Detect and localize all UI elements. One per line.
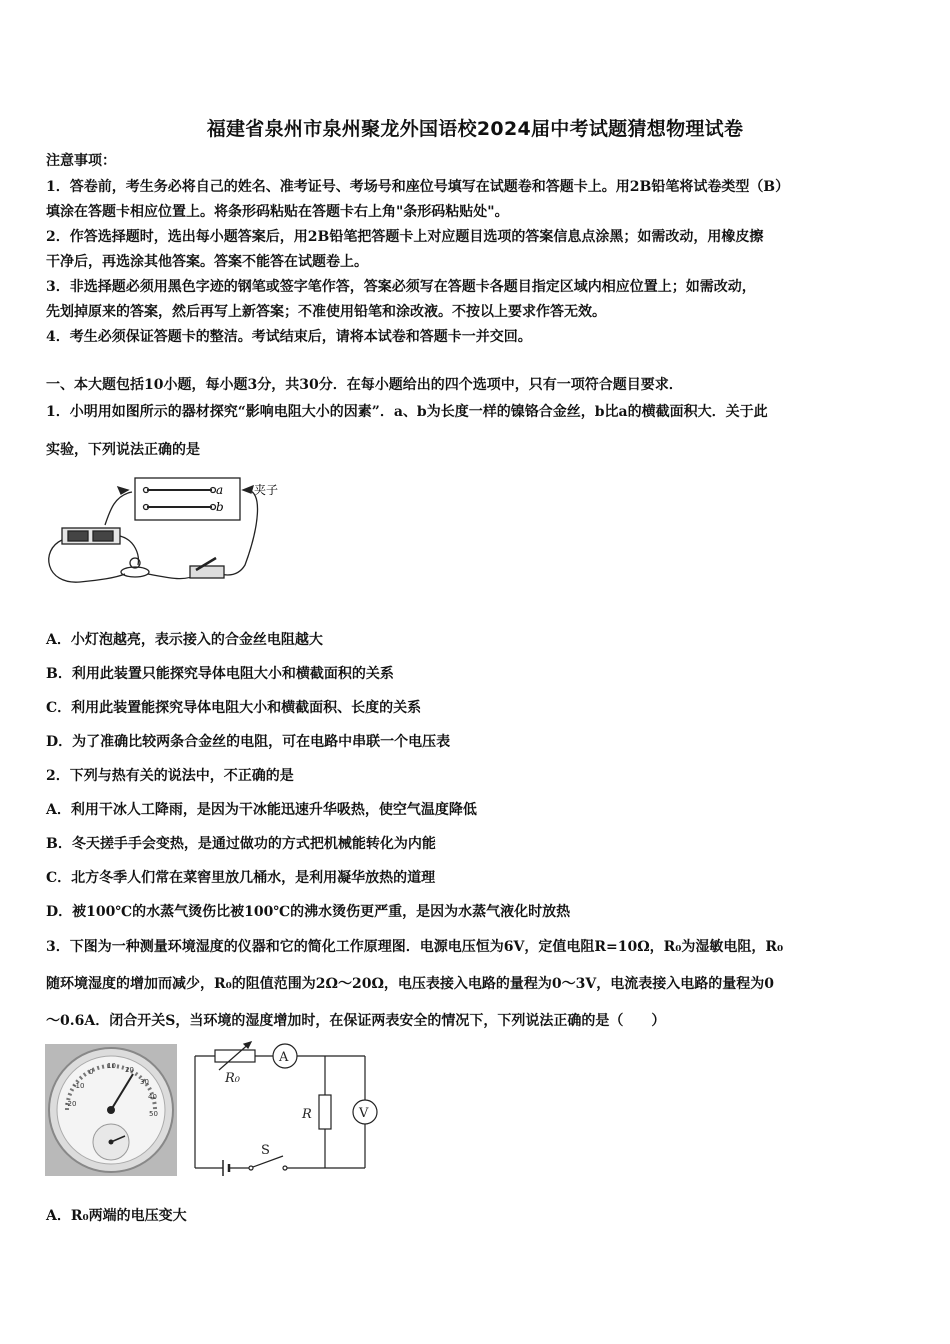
question-3-stem-cont: 随环境湿度的增加而减少，R₀的阻值范围为2Ω～20Ω，电压表接入电路的量程为0～3V，电流表接入电路的量程为0 bbox=[46, 976, 774, 992]
ammeter-label: A bbox=[279, 1050, 289, 1065]
label-a: a bbox=[216, 483, 224, 497]
q1-option-a: A．小灯泡越亮，表示接入的合金丝电阻越大 bbox=[46, 632, 323, 648]
q2-option-a: A．利用干冰人工降雨，是因为干冰能迅速升华吸热，使空气温度降低 bbox=[46, 802, 477, 818]
question-1-stem: 1．小明用如图所示的器材探究“影响电阻大小的因素”．a、b为长度一样的镍铬合金丝，b比a的横截面积大．关于此 bbox=[46, 404, 768, 420]
r0-label: R₀ bbox=[225, 1071, 240, 1086]
notice-line: 干净后，再选涂其他答案。答案不能答在试题卷上。 bbox=[46, 254, 368, 270]
question-1-stem-cont: 实验，下列说法正确的是 bbox=[46, 442, 200, 458]
notice-line: 1．答卷前，考生务必将自己的姓名、准考证号、考场号和座位号填写在试题卷和答题卡上。用2B铅笔将试卷类型（B） bbox=[46, 179, 790, 195]
section-heading: 一、本大题包括10小题，每小题3分，共30分．在每小题给出的四个选项中，只有一项符合题目要求． bbox=[46, 377, 683, 393]
question-3-stem-cont2: ～0.6A．闭合开关S，当环境的湿度增加时，在保证两表安全的情况下，下列说法正确的是（ ） bbox=[46, 1013, 666, 1029]
gauge-number: 40 bbox=[148, 1093, 157, 1101]
q3-option-a: A．R₀两端的电压变大 bbox=[46, 1208, 187, 1224]
q2-option-c: C．北方冬季人们常在菜窖里放几桶水，是利用凝华放热的道理 bbox=[46, 870, 436, 886]
q1-option-c: C．利用此装置能探究导体电阻大小和横截面积、长度的关系 bbox=[46, 700, 422, 716]
q1-option-d: D．为了准确比较两条合金丝的电阻，可在电路中串联一个电压表 bbox=[46, 734, 451, 750]
label-b: b bbox=[216, 500, 224, 514]
gauge-number: -20 bbox=[65, 1100, 77, 1108]
question-3-stem: 3．下图为一种测量环境湿度的仪器和它的简化工作原理图．电源电压恒为6V，定值电阻R=10Ω，R₀为湿敏电阻，R₀ bbox=[46, 939, 784, 955]
notice-heading: 注意事项： bbox=[46, 153, 116, 169]
q1-apparatus-figure bbox=[40, 470, 300, 595]
gauge-number: 50 bbox=[149, 1110, 158, 1118]
notice-line: 3．非选择题必须用黑色字迹的钢笔或签字笔作答，答案必须写在答题卡各题目指定区域内相应位置上；如需改动， bbox=[46, 279, 756, 295]
label-clip: 夹子 bbox=[254, 483, 279, 497]
notice-line: 4．考生必须保证答题卡的整洁。考试结束后，请将本试卷和答题卡一并交回。 bbox=[46, 329, 532, 345]
q2-option-b: B．冬天搓手手会变热，是通过做功的方式把机械能转化为内能 bbox=[46, 836, 436, 852]
voltmeter-label: V bbox=[359, 1106, 369, 1121]
page-title: 福建省泉州市泉州聚龙外国语校2024届中考试题猜想物理试卷 bbox=[206, 118, 744, 140]
hygrometer-photo bbox=[45, 1044, 177, 1176]
q3-circuit-diagram bbox=[185, 1040, 385, 1180]
notice-line: 填涂在答题卡相应位置上。将条形码粘贴在答题卡右上角"条形码粘贴处"。 bbox=[46, 204, 509, 220]
r-resistor bbox=[319, 1095, 331, 1129]
r-label: R bbox=[302, 1107, 312, 1122]
gauge-number: -10 bbox=[73, 1082, 85, 1090]
gauge-number: 20 bbox=[125, 1066, 134, 1074]
notice-line: 先划掉原来的答案，然后再写上新答案；不准使用铅笔和涂改液。不按以上要求作答无效。 bbox=[46, 304, 606, 320]
gauge-number: 10 bbox=[107, 1062, 116, 1070]
q1-option-b: B．利用此装置只能探究导体电阻大小和横截面积的关系 bbox=[46, 666, 394, 682]
notice-line: 2．作答选择题时，选出每小题答案后，用2B铅笔把答题卡上对应题目选项的答案信息点涂黑；如需改动，用橡皮擦 bbox=[46, 229, 764, 245]
gauge-number: 30 bbox=[140, 1078, 149, 1086]
question-2-stem: 2．下列与热有关的说法中，不正确的是 bbox=[46, 768, 294, 784]
switch-label: S bbox=[261, 1143, 270, 1158]
alloy-board bbox=[135, 478, 240, 520]
q2-option-d: D．被100℃的水蒸气烫伤比被100℃的沸水烫伤更严重，是因为水蒸气液化时放热 bbox=[46, 904, 571, 920]
gauge-number: 0 bbox=[89, 1068, 94, 1076]
